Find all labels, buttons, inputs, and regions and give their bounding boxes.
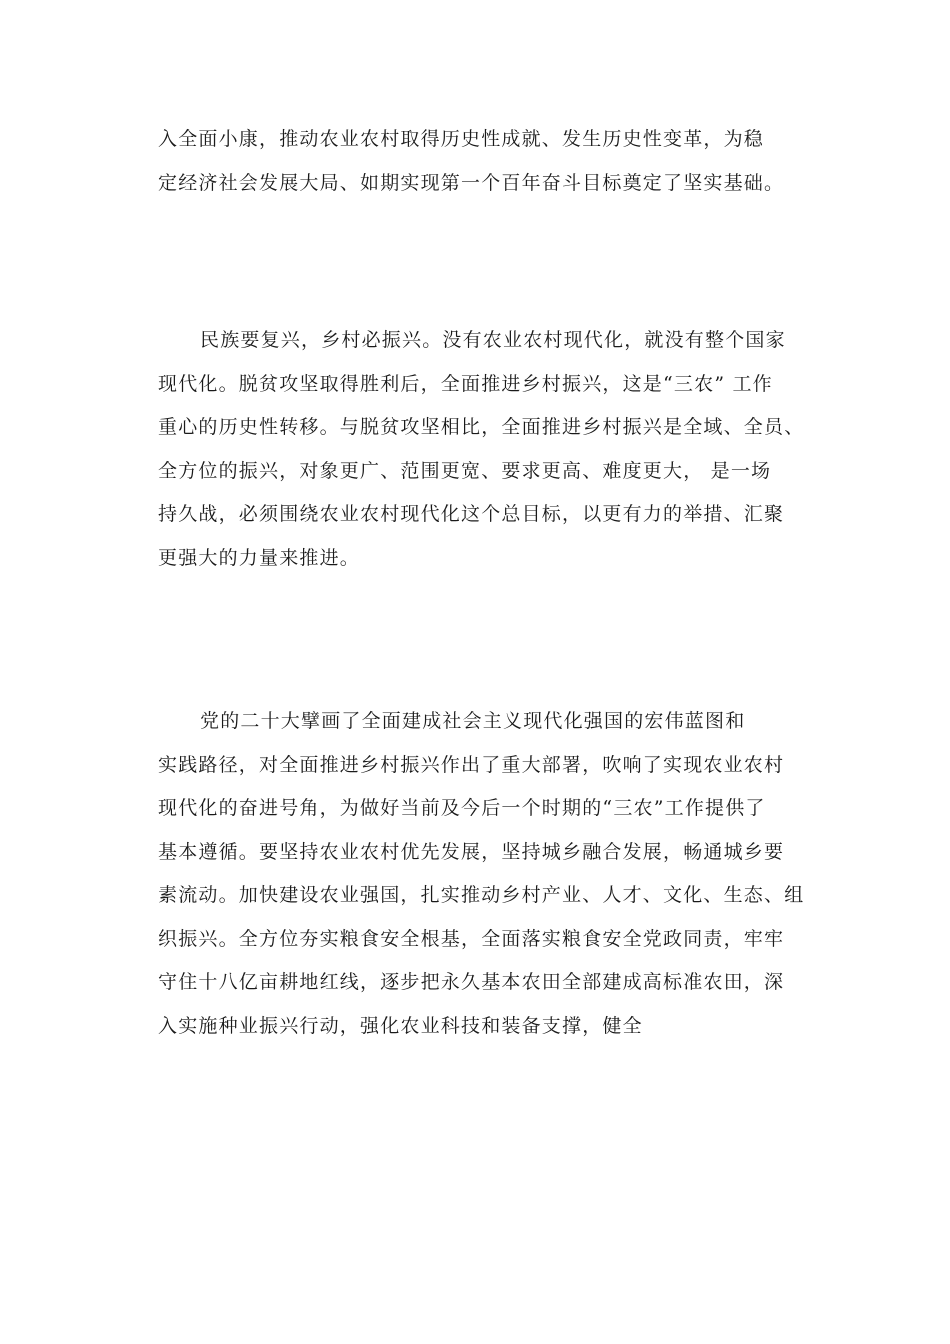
paragraph-line: 党的二十大擘画了全面建成社会主义现代化强国的宏伟蓝图和 — [200, 710, 746, 732]
paragraph-line: 基本遵循。要坚持农业农村优先发展，坚持城乡融合发展，畅通城乡要 — [158, 840, 785, 863]
paragraph-line: 民族要复兴，乡村必振兴。没有农业农村现代化，就没有整个国家 — [200, 329, 786, 351]
paragraph-line: 更强大的力量来推进。 — [158, 546, 361, 569]
paragraph-line: 守住十八亿亩耕地红线，逐步把永久基本农田全部建成高标准农田，深 — [158, 971, 785, 993]
paragraph-line: 实践路径，对全面推进乡村振兴作出了重大部署，吹响了实现农业农村 — [158, 753, 785, 776]
paragraph-line: 持久战，必须围绕农业农村现代化这个总目标，以更有力的举措、汇聚 — [158, 503, 785, 525]
paragraph-line: 织振兴。全方位夯实粮食安全根基，全面落实粮食安全党政同责，牢牢 — [158, 927, 785, 950]
paragraph-line: 素流动。加快建设农业强国，扎实推动乡村产业、人才、文化、生态、组 — [158, 884, 805, 906]
paragraph-1 — [158, 118, 808, 205]
paragraph-line: 入实施种业振兴行动，强化农业科技和装备支撑，健全 — [158, 1014, 643, 1037]
paragraph-2 — [158, 319, 808, 580]
paragraph-line: 全方位的振兴，对象更广、范围更宽、要求更高、难度更大， 是一场 — [158, 459, 772, 482]
paragraph-line: 现代化的奋进号角，为做好当前及今后一个时期的“三农”工作提供了 — [158, 797, 766, 819]
paragraph-line: 定经济社会发展大局、如期实现第一个百年奋斗目标奠定了坚实基础。 — [158, 171, 785, 194]
paragraph-line: 现代化。脱贫攻坚取得胜利后，全面推进乡村振兴，这是“三农” 工作 — [158, 372, 773, 395]
paragraph-line: 重心的历史性转移。与脱贫攻坚相比，全面推进乡村振兴是全域、全员、 — [158, 416, 805, 438]
paragraph-line: 入全面小康，推动农业农村取得历史性成就、发生历史性变革，为稳 — [158, 128, 765, 150]
paragraph-3 — [158, 700, 808, 1048]
